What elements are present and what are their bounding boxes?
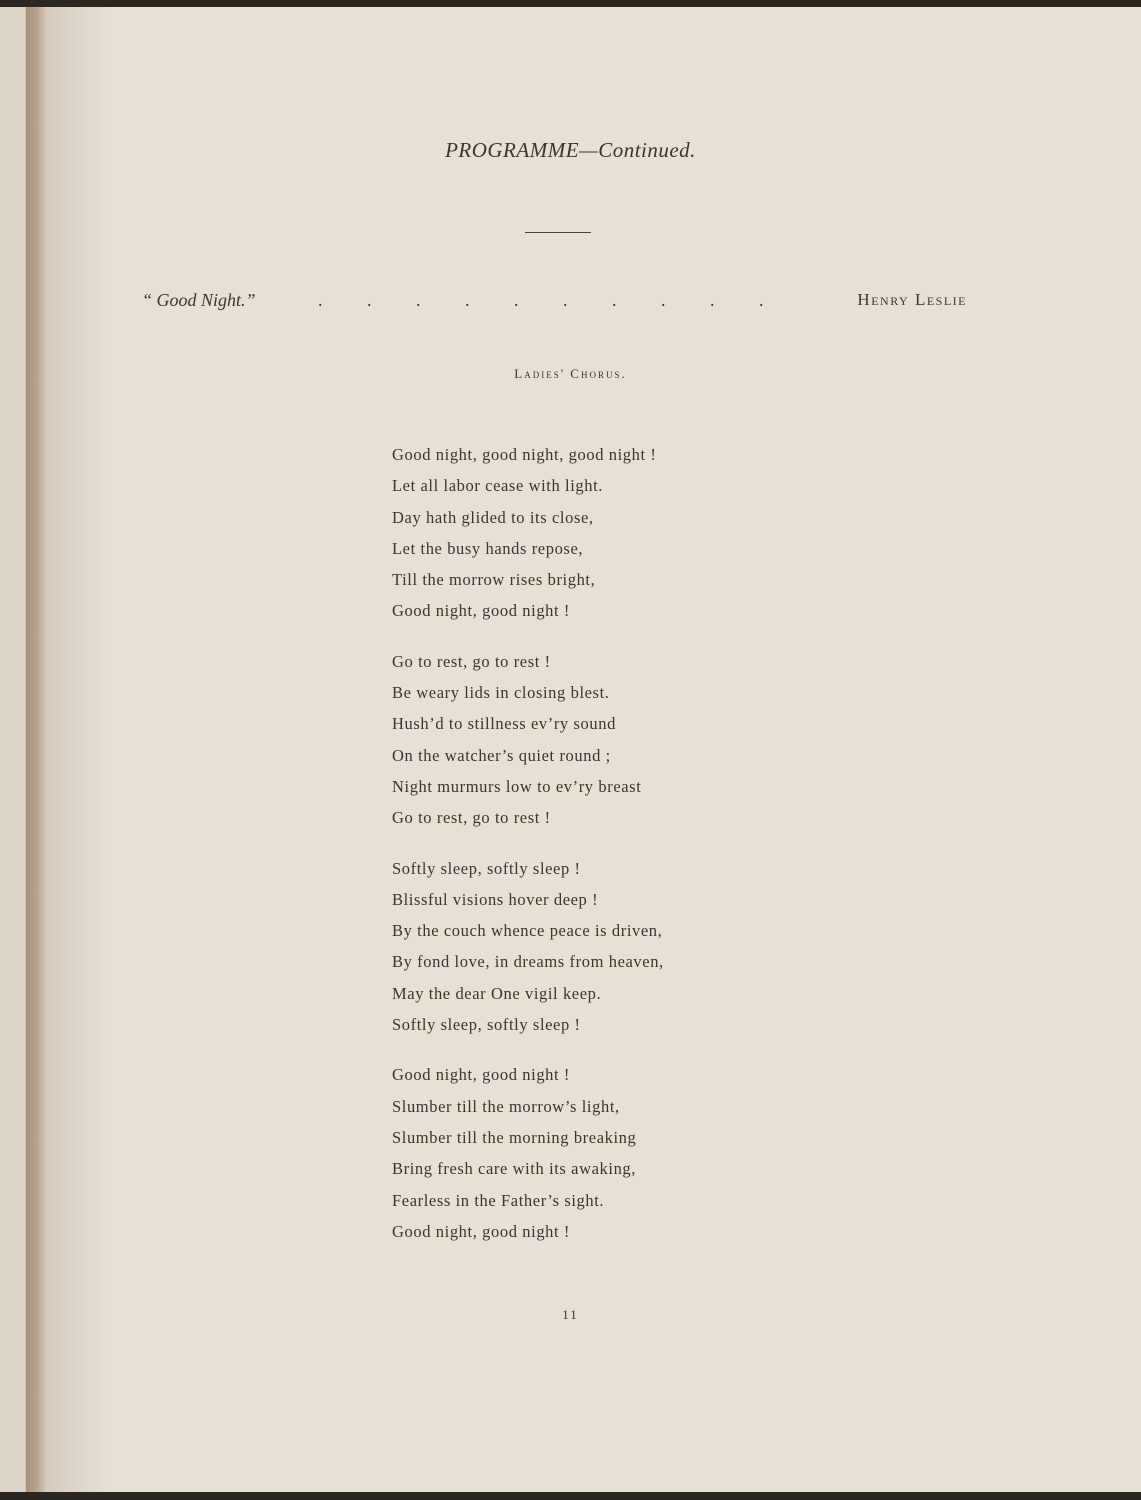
poem-line: By the couch whence peace is driven, (392, 921, 663, 941)
stanza (392, 1063, 664, 1251)
poem-line: By fond love, in dreams from heaven, (392, 952, 664, 972)
poem-line: Slumber till the morrow’s light, (392, 1096, 620, 1116)
poem-line: Till the morrow rises bright, (392, 570, 596, 590)
programme-entry (142, 290, 967, 314)
poem-line: Good night, good night ! (392, 601, 571, 621)
poem-line: Blissful visions hover deep ! (392, 889, 599, 909)
poem-line: Fearless in the Father’s sight. (392, 1190, 605, 1210)
stanza (392, 857, 664, 1045)
poem-line: Go to rest, go to rest ! (392, 808, 551, 828)
poem-line: Good night, good night ! (392, 1221, 571, 1241)
poem-line: Go to rest, go to rest ! (392, 651, 551, 671)
piece-title: “ Good Night.” (142, 290, 256, 310)
divider-rule (525, 232, 591, 233)
previous-page-edge (0, 7, 26, 1492)
poem-line: Slumber till the morning breaking (392, 1127, 637, 1147)
leader-dots: . . . . . . . . . . (318, 290, 784, 310)
poem-line: Night murmurs low to ev’ry breast (392, 776, 642, 796)
composer-name: Henry Leslie (857, 290, 967, 309)
poem-line: Softly sleep, softly sleep ! (392, 858, 581, 878)
poem-line: Be weary lids in closing blest. (392, 683, 610, 703)
poem-line: Softly sleep, softly sleep ! (392, 1015, 581, 1035)
poem-line: Hush’d to stillness ev’ry sound (392, 714, 616, 734)
stanza (392, 443, 664, 631)
binding-gutter (26, 7, 48, 1492)
page-title: PROGRAMME—Continued. (445, 138, 696, 162)
poem-line: Let the busy hands repose, (392, 538, 584, 558)
poem-line: Let all labor cease with light. (392, 476, 604, 496)
page-number: 11 (562, 1307, 579, 1322)
poem-line: May the dear One vigil keep. (392, 983, 602, 1003)
poem-line: On the watcher’s quiet round ; (392, 745, 611, 765)
poem-lyrics (392, 443, 664, 1270)
performer-subtitle: Ladies' Chorus. (514, 366, 627, 381)
poem-line: Good night, good night ! (392, 1065, 571, 1085)
poem-line: Bring fresh care with its awaking, (392, 1159, 637, 1179)
poem-line: Good night, good night, good night ! (392, 445, 657, 464)
poem-line: Day hath glided to its close, (392, 507, 594, 527)
gutter-shadow (48, 7, 108, 1492)
stanza (392, 650, 664, 838)
